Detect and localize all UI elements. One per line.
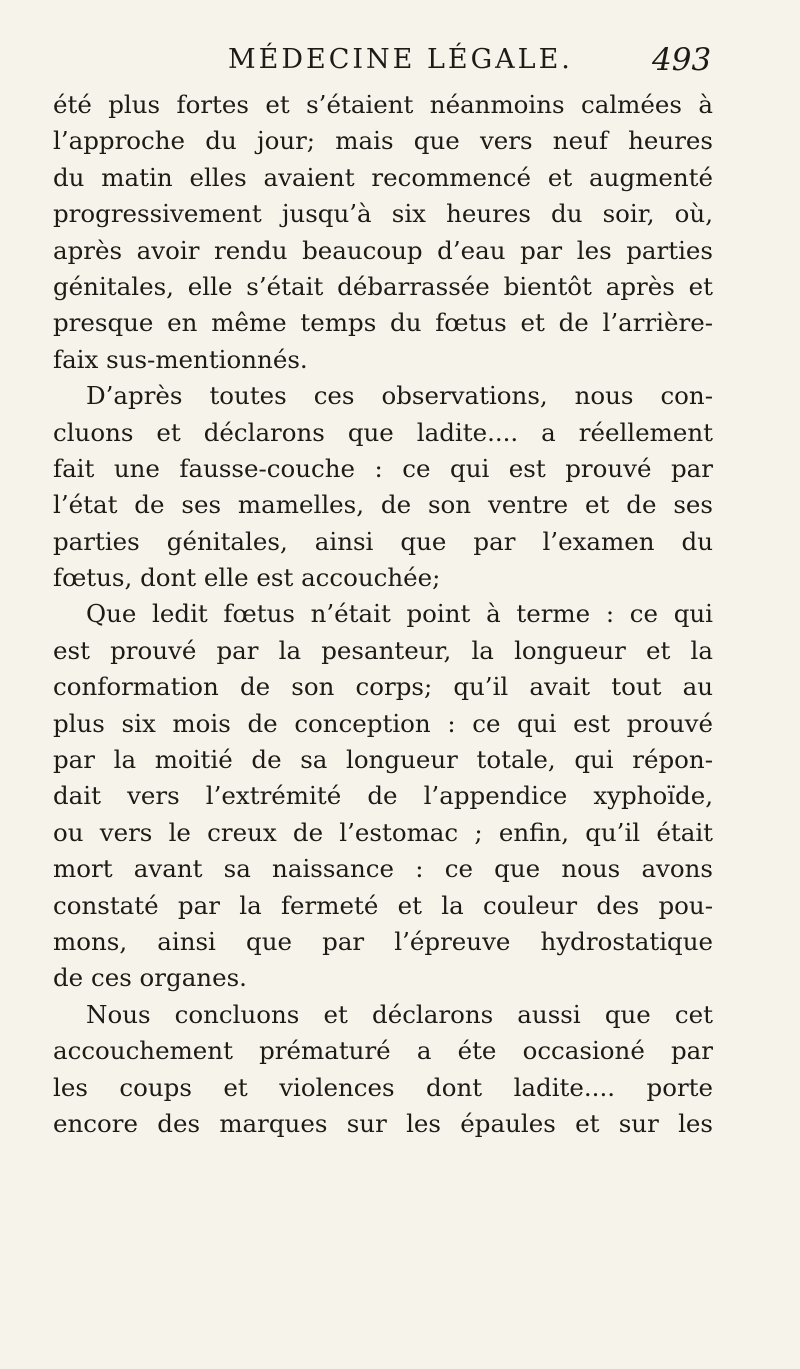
text-line: été plus fortes et s’étaient néanmoins calmées à [53, 90, 713, 119]
text-line: dait vers l’extrémité de l’appendice xyphoïde, [53, 781, 713, 811]
page-number: 493 [652, 42, 712, 78]
text-line: génitales, elle s’était débarrassée bientôt après et [53, 271, 713, 301]
text-line: progressivement jusqu’à six heures du soir, où, [53, 199, 713, 229]
text-line: mort avant sa naissance : ce que nous avons [53, 854, 713, 884]
text-line: Que ledit fœtus n’était point à terme : ce qui [86, 599, 713, 629]
text-line: presque en même temps du fœtus et de l’arrière- [53, 308, 713, 338]
text-line: conformation de son corps; qu’il avait tout au [53, 672, 713, 702]
running-head [228, 42, 712, 78]
text-line: par la moitié de sa longueur totale, qui répon- [53, 745, 713, 775]
text-line: cluons et déclarons que ladite.... a réellement [53, 417, 713, 447]
text-line: après avoir rendu beaucoup d’eau par les parties [53, 235, 713, 265]
text-line: encore des marques sur les épaules et sur les [53, 1108, 713, 1138]
text-line: mons, ainsi que par l’épreuve hydrostatique [53, 926, 713, 956]
body-text [53, 87, 713, 1142]
text-line: est prouvé par la pesanteur, la longueur et la [53, 635, 713, 665]
text-line: parties génitales, ainsi que par l’examen du [53, 526, 713, 556]
text-line: du matin elles avaient recommencé et augmenté [53, 162, 713, 192]
text-line: constaté par la fermeté et la couleur des pou- [53, 890, 713, 920]
text-line: ou vers le creux de l’estomac ; enfin, qu’il était [53, 817, 713, 847]
text-line: D’après toutes ces observations, nous con- [86, 381, 713, 411]
text-line: les coups et violences dont ladite.... porte [53, 1072, 713, 1102]
text-line: accouchement prématuré a éte occasioné par [53, 1036, 713, 1066]
text-line: l’approche du jour; mais que vers neuf heures [53, 126, 713, 156]
text-line: l’état de ses mamelles, de son ventre et de ses [53, 490, 713, 520]
text-line: faix sus-mentionnés. [53, 344, 308, 374]
text-line: de ces organes. [53, 963, 247, 993]
text-line: Nous concluons et déclarons aussi que cet [86, 999, 713, 1029]
text-line: plus six mois de conception : ce qui est prouvé [53, 708, 713, 738]
text-line: fait une fausse-couche : ce qui est prouvé par [53, 453, 713, 483]
text-line: fœtus, dont elle est accouchée; [53, 563, 441, 593]
running-title: MÉDECINE LÉGALE. [228, 44, 573, 75]
